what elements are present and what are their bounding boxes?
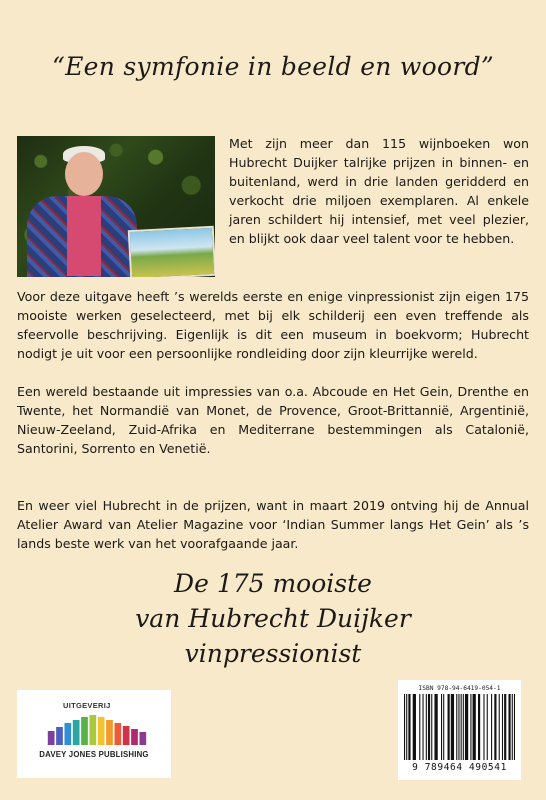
publisher-bar — [73, 720, 80, 745]
publisher-bar — [64, 723, 71, 745]
publisher-bar — [139, 732, 146, 745]
book-title-line-2: van Hubrecht Duijker — [135, 604, 411, 633]
barcode-bar — [456, 694, 457, 760]
barcode-bar — [461, 694, 462, 760]
publisher-bar — [48, 731, 55, 745]
barcode-icon — [404, 694, 515, 760]
author-shirt — [67, 196, 101, 276]
cover-quote: “Een symfonie in beeld en woord” — [52, 52, 494, 81]
barcode-bar — [487, 694, 488, 760]
barcode-bar — [465, 694, 468, 760]
publisher-bar — [131, 729, 138, 745]
publisher-bar — [56, 727, 63, 745]
barcode-bar — [470, 694, 471, 760]
barcode-bar — [408, 694, 410, 760]
publisher-name: DAVEY JONES PUBLISHING — [39, 750, 149, 759]
author-photo — [17, 136, 215, 277]
publisher-color-bars — [47, 715, 147, 745]
blurb-paragraph-4: En weer viel Hubrecht in de prijzen, want in maart 2019 ontving hij de Annual Atelier Award van Atelier Magazine voor ‘Indian Summer langs Het Gein’ als ’s lands beste werk van het voorafgaande jaar. — [17, 498, 529, 551]
barcode-label — [398, 680, 521, 780]
barcode-bar — [441, 694, 442, 760]
blurb-paragraph-3: Een wereld bestaande uit impressies van o.a. Abcoude en Het Gein, Drenthe en Twente, het Normandië van Monet, de Provence, Groot-Brittannië, Argentinië, Nieuw-Zeeland, Zuid-Afrika en Mediterrane bestemmingen als Catalonië, Santorini, Sorrento en Venetië. — [17, 384, 529, 456]
barcode-bar — [473, 694, 476, 760]
barcode-bar — [508, 694, 510, 760]
publisher-logo — [17, 690, 171, 778]
barcode-bar — [413, 694, 416, 760]
barcode-bar — [423, 694, 424, 760]
barcode-bar — [502, 694, 503, 760]
barcode-bar — [504, 694, 506, 760]
publisher-label: UITGEVERIJ — [63, 701, 111, 710]
barcode-bar — [494, 694, 496, 760]
painting-canvas — [128, 226, 215, 277]
publisher-bar — [98, 717, 105, 745]
publisher-bar — [81, 717, 88, 745]
barcode-bar — [514, 694, 515, 760]
barcode-bar — [491, 694, 492, 760]
book-title-line-3: vinpressionist — [184, 639, 362, 668]
isbn-text: ISBN 978-94-6419-054-1 — [418, 685, 501, 692]
barcode-bar — [478, 694, 480, 760]
publisher-bar — [114, 723, 121, 745]
book-title-line-1: De 175 mooiste — [174, 569, 372, 598]
blurb-paragraph-2: Voor deze uitgave heeft ’s werelds eerste en enige vinpressionist zijn eigen 175 mooiste werken geselecteerd, met bij elk schilderij een even treffende als sfeervolle beschrijving. Eigenlijk is dit een museum in boekvorm; Hubrecht nodigt je uit voor een persoonlijke rondleiding door zijn kleurrijke wereld. — [17, 289, 529, 361]
ean-number: 9 789464 490541 — [412, 762, 507, 773]
publisher-bar — [123, 726, 130, 745]
barcode-bar — [443, 694, 444, 760]
book-title — [0, 566, 546, 671]
barcode-bar — [426, 694, 427, 760]
barcode-bar — [499, 694, 500, 760]
barcode-bar — [404, 694, 405, 760]
barcode-bar — [431, 694, 432, 760]
barcode-bar — [434, 694, 437, 760]
publisher-bar — [106, 720, 113, 745]
barcode-bar — [419, 694, 420, 760]
barcode-bar — [451, 694, 454, 760]
barcode-bar — [483, 694, 484, 760]
author-head — [65, 152, 103, 196]
barcode-bar — [406, 694, 407, 760]
publisher-bar — [89, 715, 96, 745]
barcode-bar — [458, 694, 459, 760]
blurb-paragraph-1: Met zijn meer dan 115 wijnboeken won Hubrecht Duijker talrijke prijzen in binnen- en buitenland, werd in drie landen geridderd en verkocht drie miljoen exemplaren. Al enkele jaren schildert hij intensief, met veel plezier, en blijkt ook daar veel talent voor te hebben. — [229, 136, 529, 246]
barcode-bar — [512, 694, 513, 760]
barcode-bar — [428, 694, 430, 760]
barcode-bar — [463, 694, 464, 760]
barcode-bar — [448, 694, 450, 760]
